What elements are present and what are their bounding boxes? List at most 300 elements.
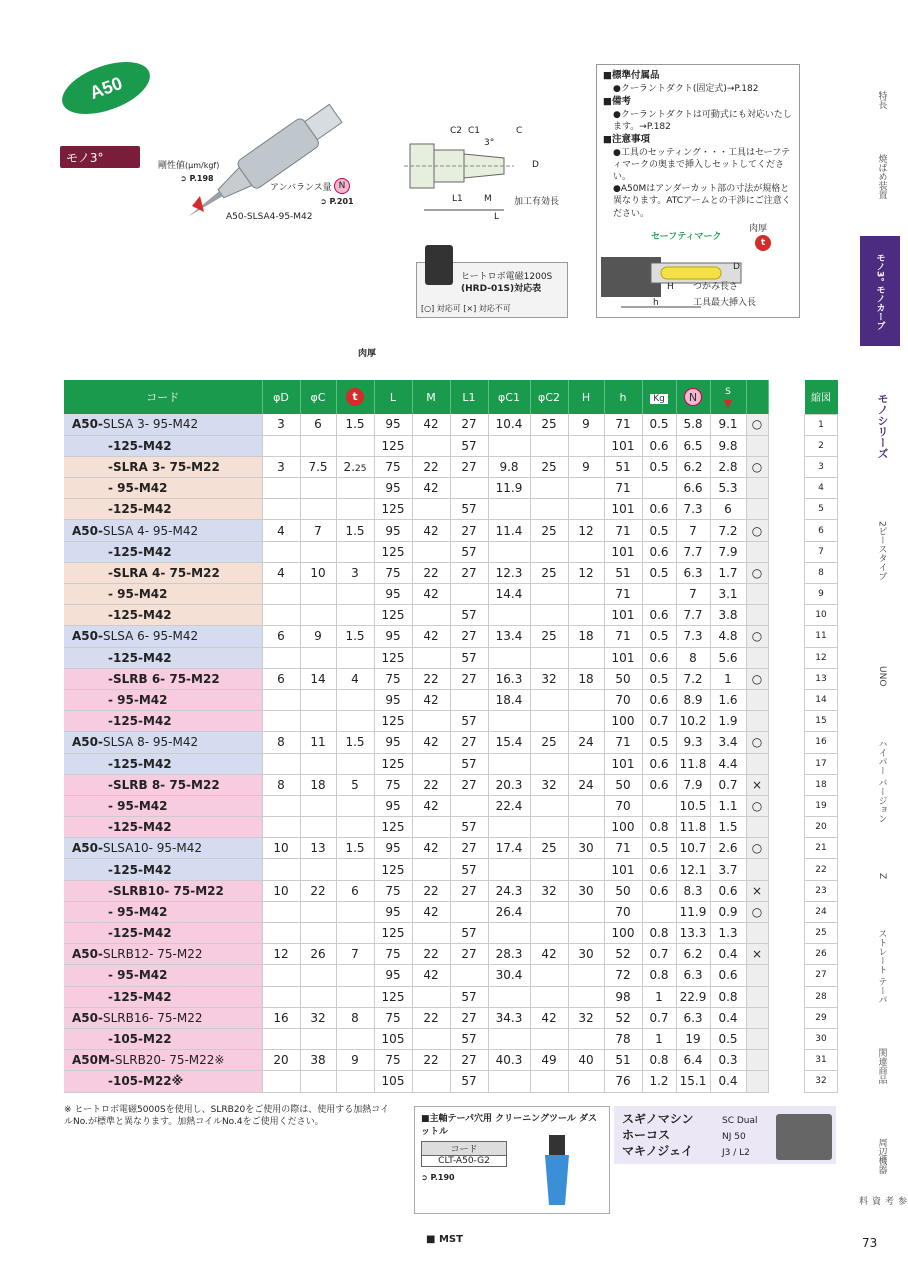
cell-φD (262, 965, 300, 986)
cell-L1: 57 (450, 817, 488, 838)
product-code: A50-SLRB12- 75-M22 (64, 944, 262, 965)
notes-max-insert: 工具最大挿入長 (693, 298, 757, 308)
table-row (64, 456, 788, 477)
table-row (64, 753, 788, 774)
cell-S: 1 (710, 668, 746, 689)
cell-H: 12 (568, 520, 604, 541)
cell-h: 78 (604, 1028, 642, 1049)
cell- (746, 647, 768, 668)
cell-N: 6.6 (676, 478, 710, 499)
figure-number[interactable]: 4 (805, 478, 838, 499)
cell-Kg: 0.5 (642, 626, 676, 647)
unbalance-ref[interactable]: ➲ P.201 (320, 197, 354, 206)
cell-L1 (450, 901, 488, 922)
cell-φD: 10 (262, 838, 300, 859)
product-code: -125-M42 (64, 499, 262, 520)
cell-H (568, 541, 604, 562)
figure-number[interactable]: 29 (805, 1007, 838, 1028)
cell-L: 95 (374, 626, 412, 647)
cell-h: 70 (604, 795, 642, 816)
cell-Kg: 0.5 (642, 562, 676, 583)
cell-H (568, 753, 604, 774)
machine-name: マキノジェイ (622, 1144, 694, 1158)
cleaning-tool-title: ■主軸テーパ穴用 クリーニングツール ダスットル (421, 1114, 597, 1137)
product-code: -SLRA 4- 75-M22 (64, 562, 262, 583)
cell-φC2 (530, 1028, 568, 1049)
figure-number[interactable]: 9 (805, 584, 838, 605)
product-code: A50-SLSA 6- 95-M42 (64, 626, 262, 647)
cell-L: 125 (374, 605, 412, 626)
cell-M (412, 753, 450, 774)
table-row (64, 1007, 788, 1028)
table-row (64, 774, 788, 795)
cell-φC: 26 (300, 944, 336, 965)
chapter-tab[interactable]: モノシリーズ (876, 393, 889, 459)
figure-number[interactable]: 10 (805, 605, 838, 626)
cell-L: 75 (374, 944, 412, 965)
cell-φC1: 34.3 (488, 1007, 530, 1028)
cell-S: 1.3 (710, 923, 746, 944)
machine-model: SC Dual (722, 1116, 758, 1126)
figure-number[interactable]: 26 (805, 944, 838, 965)
figure-index-table (804, 380, 838, 1093)
cell-M: 22 (412, 1007, 450, 1028)
cell- (746, 753, 768, 774)
cell-Kg: 0.6 (642, 647, 676, 668)
cell-M (412, 541, 450, 562)
cell-S: 9.1 (710, 414, 746, 435)
cell-φC2: 42 (530, 944, 568, 965)
cell-L: 125 (374, 753, 412, 774)
cleaning-tool-icon (515, 1135, 595, 1211)
cell-L: 125 (374, 499, 412, 520)
table-row (64, 435, 788, 456)
figure-number[interactable]: 27 (805, 965, 838, 986)
spec-table (64, 380, 788, 1093)
product-code: -105-M22※ (64, 1071, 262, 1092)
cleaning-tool-box (414, 1106, 610, 1214)
cell-φC: 38 (300, 1050, 336, 1071)
cell-h: 71 (604, 478, 642, 499)
cell-φC2: 25 (530, 626, 568, 647)
figure-number[interactable]: 1 (805, 414, 838, 435)
cell-M: 42 (412, 795, 450, 816)
chapter-tab[interactable]: ハイパー バージョン (876, 739, 887, 823)
cell-Kg: 1.2 (642, 1071, 676, 1092)
cell-S: 1.7 (710, 562, 746, 583)
figure-number[interactable]: 14 (805, 689, 838, 710)
cell- (746, 689, 768, 710)
cell-N: 7.3 (676, 499, 710, 520)
figure-number[interactable]: 20 (805, 817, 838, 838)
table-row (64, 859, 788, 880)
col-header-5: M (412, 380, 450, 414)
cell-: ○ (746, 414, 768, 435)
cell-S: 1.6 (710, 689, 746, 710)
cell-φC1: 9.8 (488, 456, 530, 477)
rigidity-ref[interactable]: ➲ P.198 (180, 174, 214, 183)
chapter-tab[interactable]: 周辺機器 (876, 1138, 887, 1174)
cell-N: 7.2 (676, 668, 710, 689)
chapter-tab[interactable]: モノ3° モノカーブ (860, 236, 900, 346)
cell-h: 100 (604, 923, 642, 944)
cell-φC (300, 817, 336, 838)
table-row (64, 1028, 788, 1049)
dim-m: M (484, 194, 492, 204)
cell-φD: 6 (262, 626, 300, 647)
cell-: ○ (746, 520, 768, 541)
cell-φC1 (488, 923, 530, 944)
figure-number[interactable]: 24 (805, 901, 838, 922)
cell-N: 6.3 (676, 965, 710, 986)
notes-hh: h (653, 298, 659, 308)
cell-M: 22 (412, 1050, 450, 1071)
cell-φC1 (488, 817, 530, 838)
cell-spacer (768, 986, 788, 1007)
chapter-tab[interactable]: 関連商品 (876, 1048, 887, 1084)
cell-S: 3.1 (710, 584, 746, 605)
figure-number[interactable]: 17 (805, 753, 838, 774)
cell-h: 71 (604, 584, 642, 605)
cell-L1: 27 (450, 668, 488, 689)
cell-h: 101 (604, 859, 642, 880)
cell-t: 1.5 (336, 520, 374, 541)
cell-t: 3 (336, 562, 374, 583)
product-code: -105-M22 (64, 1028, 262, 1049)
cell-φD (262, 478, 300, 499)
chapter-tab[interactable]: 2ピースタイプ (876, 521, 887, 581)
cell-h: 100 (604, 817, 642, 838)
cell-Kg: 0.6 (642, 499, 676, 520)
chapter-tab[interactable]: 焼ばめ装置 (876, 153, 887, 199)
figure-number[interactable]: 22 (805, 859, 838, 880)
product-code: - 95-M42 (64, 478, 262, 499)
cell- (746, 435, 768, 456)
cell-t: 2.25 (336, 456, 374, 477)
cell-H: 40 (568, 1050, 604, 1071)
mono-tag: モノ3° (60, 146, 140, 168)
cell-H (568, 584, 604, 605)
product-code: - 95-M42 (64, 795, 262, 816)
cell-h: 52 (604, 1007, 642, 1028)
cell-: × (746, 944, 768, 965)
cell-Kg (642, 901, 676, 922)
figure-number[interactable]: 25 (805, 923, 838, 944)
cell-Kg: 0.5 (642, 520, 676, 541)
cell-spacer (768, 1028, 788, 1049)
cell-H: 30 (568, 880, 604, 901)
cell-t (336, 1071, 374, 1092)
cell-φC1 (488, 541, 530, 562)
cell-Kg: 0.5 (642, 668, 676, 689)
cell-φC (300, 986, 336, 1007)
cell-L: 125 (374, 859, 412, 880)
chapter-tab[interactable]: 特長 (876, 91, 887, 109)
cell-φC2 (530, 986, 568, 1007)
cell-N: 6.3 (676, 1007, 710, 1028)
cell-φC2 (530, 859, 568, 880)
figure-number[interactable]: 6 (805, 520, 838, 541)
cell-φD (262, 817, 300, 838)
cell-spacer (768, 456, 788, 477)
cell-L: 95 (374, 795, 412, 816)
cell-φC (300, 795, 336, 816)
cell-spacer (768, 499, 788, 520)
figure-number[interactable]: 11 (805, 626, 838, 647)
figure-number[interactable]: 15 (805, 711, 838, 732)
chapter-tab[interactable]: 参考資料 (857, 1196, 906, 1205)
cell-L1: 27 (450, 732, 488, 753)
table-row (64, 562, 788, 583)
table-row (64, 668, 788, 689)
col-header-11: Kg (642, 380, 676, 414)
cell-M: 42 (412, 838, 450, 859)
cell-φC: 22 (300, 880, 336, 901)
cell-: ○ (746, 668, 768, 689)
cell-h: 100 (604, 711, 642, 732)
table-row (64, 1071, 788, 1092)
cell-spacer (768, 901, 788, 922)
cell-M: 22 (412, 562, 450, 583)
cell-φC1 (488, 1028, 530, 1049)
cell-H: 18 (568, 626, 604, 647)
cell-L1: 27 (450, 944, 488, 965)
chapter-tab[interactable]: Z (877, 872, 887, 880)
cell-t: 1.5 (336, 414, 374, 435)
cell-M: 42 (412, 414, 450, 435)
cell-φC (300, 1071, 336, 1092)
cell-S: 2.6 (710, 838, 746, 859)
cell-H (568, 1071, 604, 1092)
machine-model: NJ 50 (722, 1132, 746, 1142)
figure-number[interactable]: 30 (805, 1028, 838, 1049)
cell-t: 9 (336, 1050, 374, 1071)
cell-h: 51 (604, 1050, 642, 1071)
cell-h: 70 (604, 689, 642, 710)
cell-L: 125 (374, 647, 412, 668)
cell-S: 2.8 (710, 456, 746, 477)
figure-number[interactable]: 8 (805, 562, 838, 583)
cell-S: 0.5 (710, 1028, 746, 1049)
col-header-3: t (336, 380, 374, 414)
figure-number[interactable]: 3 (805, 456, 838, 477)
product-code: - 95-M42 (64, 584, 262, 605)
cell-H (568, 901, 604, 922)
cell-N: 7.7 (676, 605, 710, 626)
table-row (64, 838, 788, 859)
cell-h: 50 (604, 880, 642, 901)
figure-number[interactable]: 19 (805, 795, 838, 816)
cell-Kg: 0.8 (642, 1050, 676, 1071)
cell-L: 75 (374, 562, 412, 583)
cell-H (568, 478, 604, 499)
figure-number[interactable]: 16 (805, 732, 838, 753)
cell-φD: 3 (262, 456, 300, 477)
cell-H: 30 (568, 944, 604, 965)
cell-φC (300, 901, 336, 922)
cell-φC2: 25 (530, 456, 568, 477)
cell- (746, 817, 768, 838)
cell-φD: 4 (262, 520, 300, 541)
cell-N: 7.3 (676, 626, 710, 647)
cell-M: 22 (412, 668, 450, 689)
figure-number[interactable]: 7 (805, 541, 838, 562)
table-row (64, 626, 788, 647)
cell-N: 7 (676, 520, 710, 541)
figure-number[interactable]: 21 (805, 838, 838, 859)
cell-L1: 57 (450, 605, 488, 626)
cell- (746, 1007, 768, 1028)
mst-logo: ■ MST (426, 1234, 463, 1245)
cell-S: 0.4 (710, 1007, 746, 1028)
cell-L1: 27 (450, 1007, 488, 1028)
cell-S: 0.3 (710, 1050, 746, 1071)
cell-h: 101 (604, 499, 642, 520)
cell-H (568, 711, 604, 732)
cell-N: 9.3 (676, 732, 710, 753)
notes-d: D (733, 262, 740, 272)
product-code: A50-SLSA10- 95-M42 (64, 838, 262, 859)
cell-φC1: 16.3 (488, 668, 530, 689)
cell-L1: 57 (450, 1028, 488, 1049)
figure-number[interactable]: 31 (805, 1050, 838, 1071)
machine-icon (776, 1114, 832, 1160)
cell-φC1: 17.4 (488, 838, 530, 859)
cell-S: 0.4 (710, 1071, 746, 1092)
cell-Kg: 0.6 (642, 774, 676, 795)
cell-φC2 (530, 923, 568, 944)
cell-φC: 7 (300, 520, 336, 541)
coil-legend: [○] 対応可 [×] 対応不可 (421, 304, 511, 313)
cell-h: 51 (604, 562, 642, 583)
figure-number[interactable]: 13 (805, 668, 838, 689)
table-row (64, 689, 788, 710)
cell-H (568, 923, 604, 944)
figure-number[interactable]: 2 (805, 435, 838, 456)
figure-number[interactable]: 5 (805, 499, 838, 520)
cell-h: 101 (604, 435, 642, 456)
cell-h: 98 (604, 986, 642, 1007)
cell-spacer (768, 923, 788, 944)
cell- (746, 605, 768, 626)
chapter-tab[interactable]: UNO (877, 665, 887, 687)
cell-t (336, 584, 374, 605)
figure-number[interactable]: 12 (805, 647, 838, 668)
cell-h: 51 (604, 456, 642, 477)
cell-spacer (768, 435, 788, 456)
cell-φD (262, 499, 300, 520)
table-row (64, 880, 788, 901)
cell-φD (262, 647, 300, 668)
cell-φC (300, 689, 336, 710)
cell-spacer (768, 605, 788, 626)
figure-number[interactable]: 23 (805, 880, 838, 901)
cell-t (336, 689, 374, 710)
product-code: -125-M42 (64, 859, 262, 880)
cell-S: 0.6 (710, 965, 746, 986)
cell-t (336, 795, 374, 816)
cleaning-tool-ref[interactable]: ➲ P.190 (421, 1173, 455, 1182)
cell-φC (300, 478, 336, 499)
cell-S: 0.9 (710, 901, 746, 922)
product-code: -125-M42 (64, 986, 262, 1007)
cell-N: 11.9 (676, 901, 710, 922)
cell-M: 22 (412, 774, 450, 795)
cell-Kg: 0.6 (642, 880, 676, 901)
cell-S: 1.1 (710, 795, 746, 816)
dim-c1: C1 (468, 126, 481, 136)
cell-φD: 8 (262, 732, 300, 753)
cell-φC2: 25 (530, 562, 568, 583)
cell-M (412, 499, 450, 520)
cell-φC: 6 (300, 414, 336, 435)
footnote: ※ ヒートロボ電磁5000Sを使用し、SLRB20をご使用の際は、使用する加熱コイルNo.が標準と異なります。加熱コイルNo.4をご使用ください。 (64, 1105, 389, 1128)
cell-t (336, 541, 374, 562)
cell-h: 71 (604, 626, 642, 647)
tool-model: A50-SLSA4-95-M42 (226, 212, 313, 222)
cell-L: 95 (374, 478, 412, 499)
cell-t (336, 1028, 374, 1049)
cell-spacer (768, 859, 788, 880)
cell-Kg: 0.7 (642, 1007, 676, 1028)
cell-φC1: 24.3 (488, 880, 530, 901)
cell-spacer (768, 1071, 788, 1092)
cell-: ○ (746, 901, 768, 922)
cell-spacer (768, 520, 788, 541)
cell-t: 1.5 (336, 626, 374, 647)
cell-φD (262, 795, 300, 816)
cell-N: 19 (676, 1028, 710, 1049)
cell-t: 8 (336, 1007, 374, 1028)
cell-φC2 (530, 711, 568, 732)
table-row (64, 541, 788, 562)
cell-φC2 (530, 647, 568, 668)
chapter-tab[interactable]: ストレート テーパ (876, 928, 887, 1004)
cell-φC2 (530, 965, 568, 986)
col-header-6: L1 (450, 380, 488, 414)
cell-M (412, 986, 450, 1007)
figure-number[interactable]: 28 (805, 986, 838, 1007)
dim-c: C (516, 126, 523, 136)
cell-N: 8.9 (676, 689, 710, 710)
cell-L: 95 (374, 965, 412, 986)
cell-φD (262, 541, 300, 562)
cell-φD (262, 859, 300, 880)
unbalance-label: アンバランス量 (270, 183, 332, 193)
cell-L: 75 (374, 668, 412, 689)
col-header-8: φC2 (530, 380, 568, 414)
cell-t (336, 901, 374, 922)
cell-S: 4.4 (710, 753, 746, 774)
cell-M (412, 711, 450, 732)
cell-spacer (768, 817, 788, 838)
cell-L1: 27 (450, 1050, 488, 1071)
cell-h: 70 (604, 901, 642, 922)
figure-number[interactable]: 32 (805, 1071, 838, 1092)
cell-Kg: 0.6 (642, 753, 676, 774)
cell-N: 8 (676, 647, 710, 668)
figure-number[interactable]: 18 (805, 774, 838, 795)
col-header-10: h (604, 380, 642, 414)
cell-φC (300, 499, 336, 520)
cell-H: 32 (568, 1007, 604, 1028)
cell-φC: 14 (300, 668, 336, 689)
cell- (746, 1071, 768, 1092)
coil-title: ヒートロボ電磁1200S (461, 272, 553, 282)
table-row (64, 647, 788, 668)
cell-N: 13.3 (676, 923, 710, 944)
cell-S: 3.7 (710, 859, 746, 880)
